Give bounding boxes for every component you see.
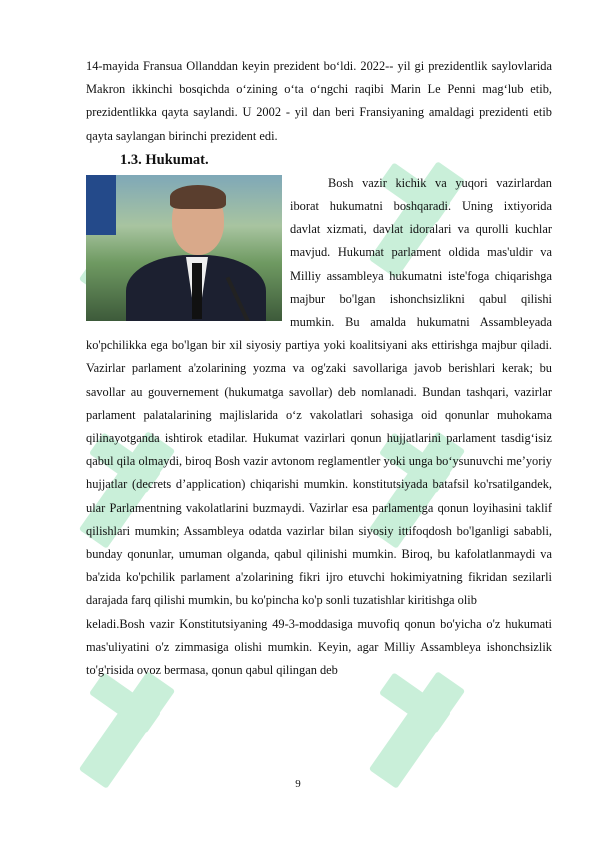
paragraph-constitution: keladi.Bosh vazir Konstitutsiyaning 49-3-moddasiga muvofiq qonun bo'yicha o'z hukumati mas'uliyatini o'z zimmasiga olishi mumkin. Keyin, agar Milliy Assambleya ishonchsizlik to'g'risida ovoz bermasa, qonun qabul qilingan deb (86, 616, 552, 678)
document-body (86, 55, 552, 682)
section-heading: 1.3. Hukumat. (120, 151, 209, 168)
president-photo (86, 175, 282, 321)
paragraph-government: Bosh vazir kichik va yuqori vazirlardan iborat hukumatni boshqaradi. Uning ixtiyorida davlat xizmati, davlat idoralari va qurolli kuchlar mavjud. Hukumat parlament oldida mas'uldir va Milliy assambleya hukumatni iste'foga chiqarishga majbur bo'lgan ishonchsizlikni qabul qilishi mumkin. Bu amalda hukumatni Assambleyada ko'pchilikka ega bo'lgan bir xil siyosiy partiya yoki koalitsiyani aks ettirishga majbur qiladi. Vazirlar parlament a'zolarining yozma va og'zaki savollariga javob berishlari kerak; bu savollar au gouvernement (hukumatga savollar) deb nomlanadi. Bundan tashqari, vazirlar parlament palatalarining majlislarida o‘z vakolatlari sohasiga oid qonunlar muhokama qilinayotganda ishtirok etadilar. Hukumat vazirlari qonun hujjatlarini parlament tasdig‘isiz qabul qila olmaydi, biroq Bosh vazir avtonom reglamentler yoki unga bo‘ysunuvchi me’yoriy hujjatlar (decrets d’application) chiqarishi mumkin. konstitutsiyada batafsil ko'rsatilgandek, ular Parlamentning vakolatlarini buzmaydi. Vazirlar esa parlamentga qonun loyihasini taklif qilishlari mumkin; Assambleya odatda vazirlar bilan siyosiy ittifoqdosh bo'lganligi sababli, bunday qonunlar, umuman olganda, qabul qilinishi mumkin. Biroq, bu kafolatlanmaydi va ba'zida ko'pchilik parlament a'zolarining fikri ijro etuvchi hokimiyatning fikridan sezilarli darajada farq qilishi mumkin, bu ko'pincha ko'p sonli tuzatishlar kiritishga olib (86, 175, 552, 608)
page-number: 9 (295, 778, 301, 790)
paragraph-intro: 14-mayida Fransua Ollanddan keyin prezident bo‘ldi. 2022-- yil gi prezidentlik saylovlarida Makron ikkinchi bosqichda o‘zining o‘ta o‘ngchi raqibi Marin Le Penni mag‘lub etib, prezidentlikka qayta saylandi. U 2002 - yil dan beri Fransiyaning amaldagi prezidenti etib qayta saylangan birinchi prezident edi. (86, 59, 552, 143)
